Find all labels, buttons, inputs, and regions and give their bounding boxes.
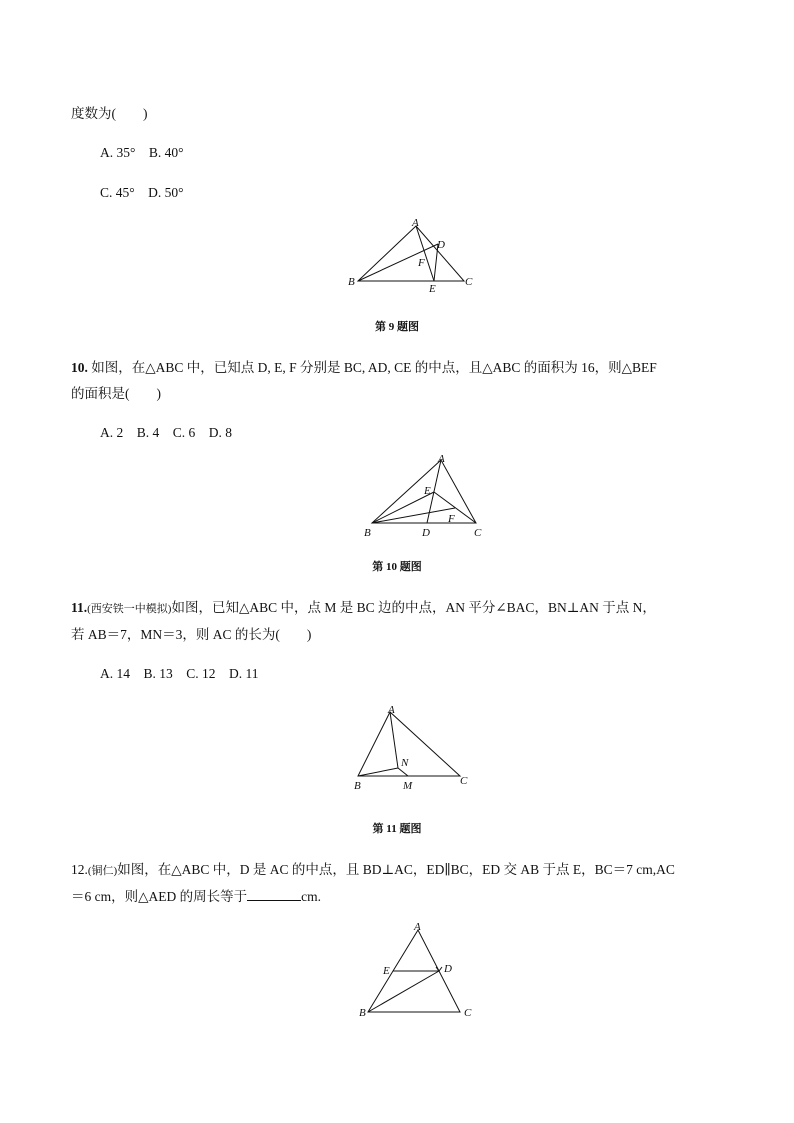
q11-text-line2: 若 AB＝7，MN＝3，则 AC 的长为( ) (71, 627, 312, 642)
q12-figure (356, 918, 480, 1022)
q12-text: 如图，在△ABC 中，D 是 AC 的中点，且 BD⊥AC，ED∥BC，ED 交 AB 于点 E，BC＝7 cm,AC (117, 862, 675, 877)
q12-text-b: cm. (301, 889, 321, 904)
q10-caption: 第 10 题图 (372, 561, 422, 573)
q9-label-d: D (437, 239, 445, 251)
q10-text-line2: 的面积是( ) (71, 386, 161, 401)
q11-figure (348, 700, 478, 792)
q10-number: 10. (71, 360, 88, 375)
q12-answer-blank[interactable] (247, 888, 301, 901)
q11-label-n: N (401, 757, 409, 769)
q12-text-line1 (71, 858, 675, 878)
q9-label-f: F (418, 257, 425, 269)
q12-label-d: D (444, 963, 452, 975)
q11-label-b: B (354, 780, 361, 792)
q9-options-line2: C. 45° D. 50° (100, 185, 184, 200)
q9-options-line1: A. 35° B. 40° (100, 145, 184, 160)
q12-number: 12. (71, 862, 88, 877)
q12-label-b: B (359, 1007, 366, 1019)
q10-label-a: A (438, 453, 445, 465)
q12-text-line2 (71, 885, 321, 905)
q10-text: 如图，在△ABC 中，已知点 D, E, F 分别是 BC, AD, CE 的中点，且△ABC 的面积为 16，则△BEF (87, 360, 657, 375)
q10-label-e: E (424, 485, 431, 497)
q12-text-a: ＝6 cm，则△AED 的周长等于 (71, 889, 248, 904)
q11-label-c: C (460, 775, 468, 787)
q9-stem-tail: 度数为( ) (71, 106, 148, 121)
q9-caption: 第 9 题图 (375, 321, 419, 333)
q10-text-line1 (71, 356, 657, 376)
q9-label-e: E (429, 283, 436, 295)
q11-options: A. 14 B. 13 C. 12 D. 11 (100, 666, 259, 681)
q12-label-e: E (383, 965, 390, 977)
q11-label-a: A (388, 704, 395, 716)
q12-label-c: C (464, 1007, 472, 1019)
q11-text-line1 (71, 596, 656, 616)
q11-number: 11. (71, 600, 88, 615)
q10-label-d: D (422, 527, 430, 539)
q9-label-c: C (465, 276, 473, 288)
q10-label-b: B (364, 527, 371, 539)
q9-label-b: B (348, 276, 355, 288)
q10-label-c: C (474, 527, 482, 539)
q11-caption: 第 11 题图 (372, 823, 422, 835)
q12-label-a: A (414, 921, 421, 933)
q10-figure (362, 452, 492, 540)
q9-label-a: A (412, 217, 419, 229)
q11-source: (西安铁一中模拟) (87, 603, 172, 615)
q9-figure (340, 214, 480, 296)
q10-label-f: F (448, 513, 455, 525)
q12-source: (铜仁) (87, 865, 118, 877)
q11-text: 如图，已知△ABC 中，点 M 是 BC 边的中点，AN 平分∠BAC，BN⊥AN 于点 N， (171, 600, 656, 615)
q11-label-m: M (403, 780, 413, 792)
q10-options: A. 2 B. 4 C. 6 D. 8 (100, 425, 233, 440)
